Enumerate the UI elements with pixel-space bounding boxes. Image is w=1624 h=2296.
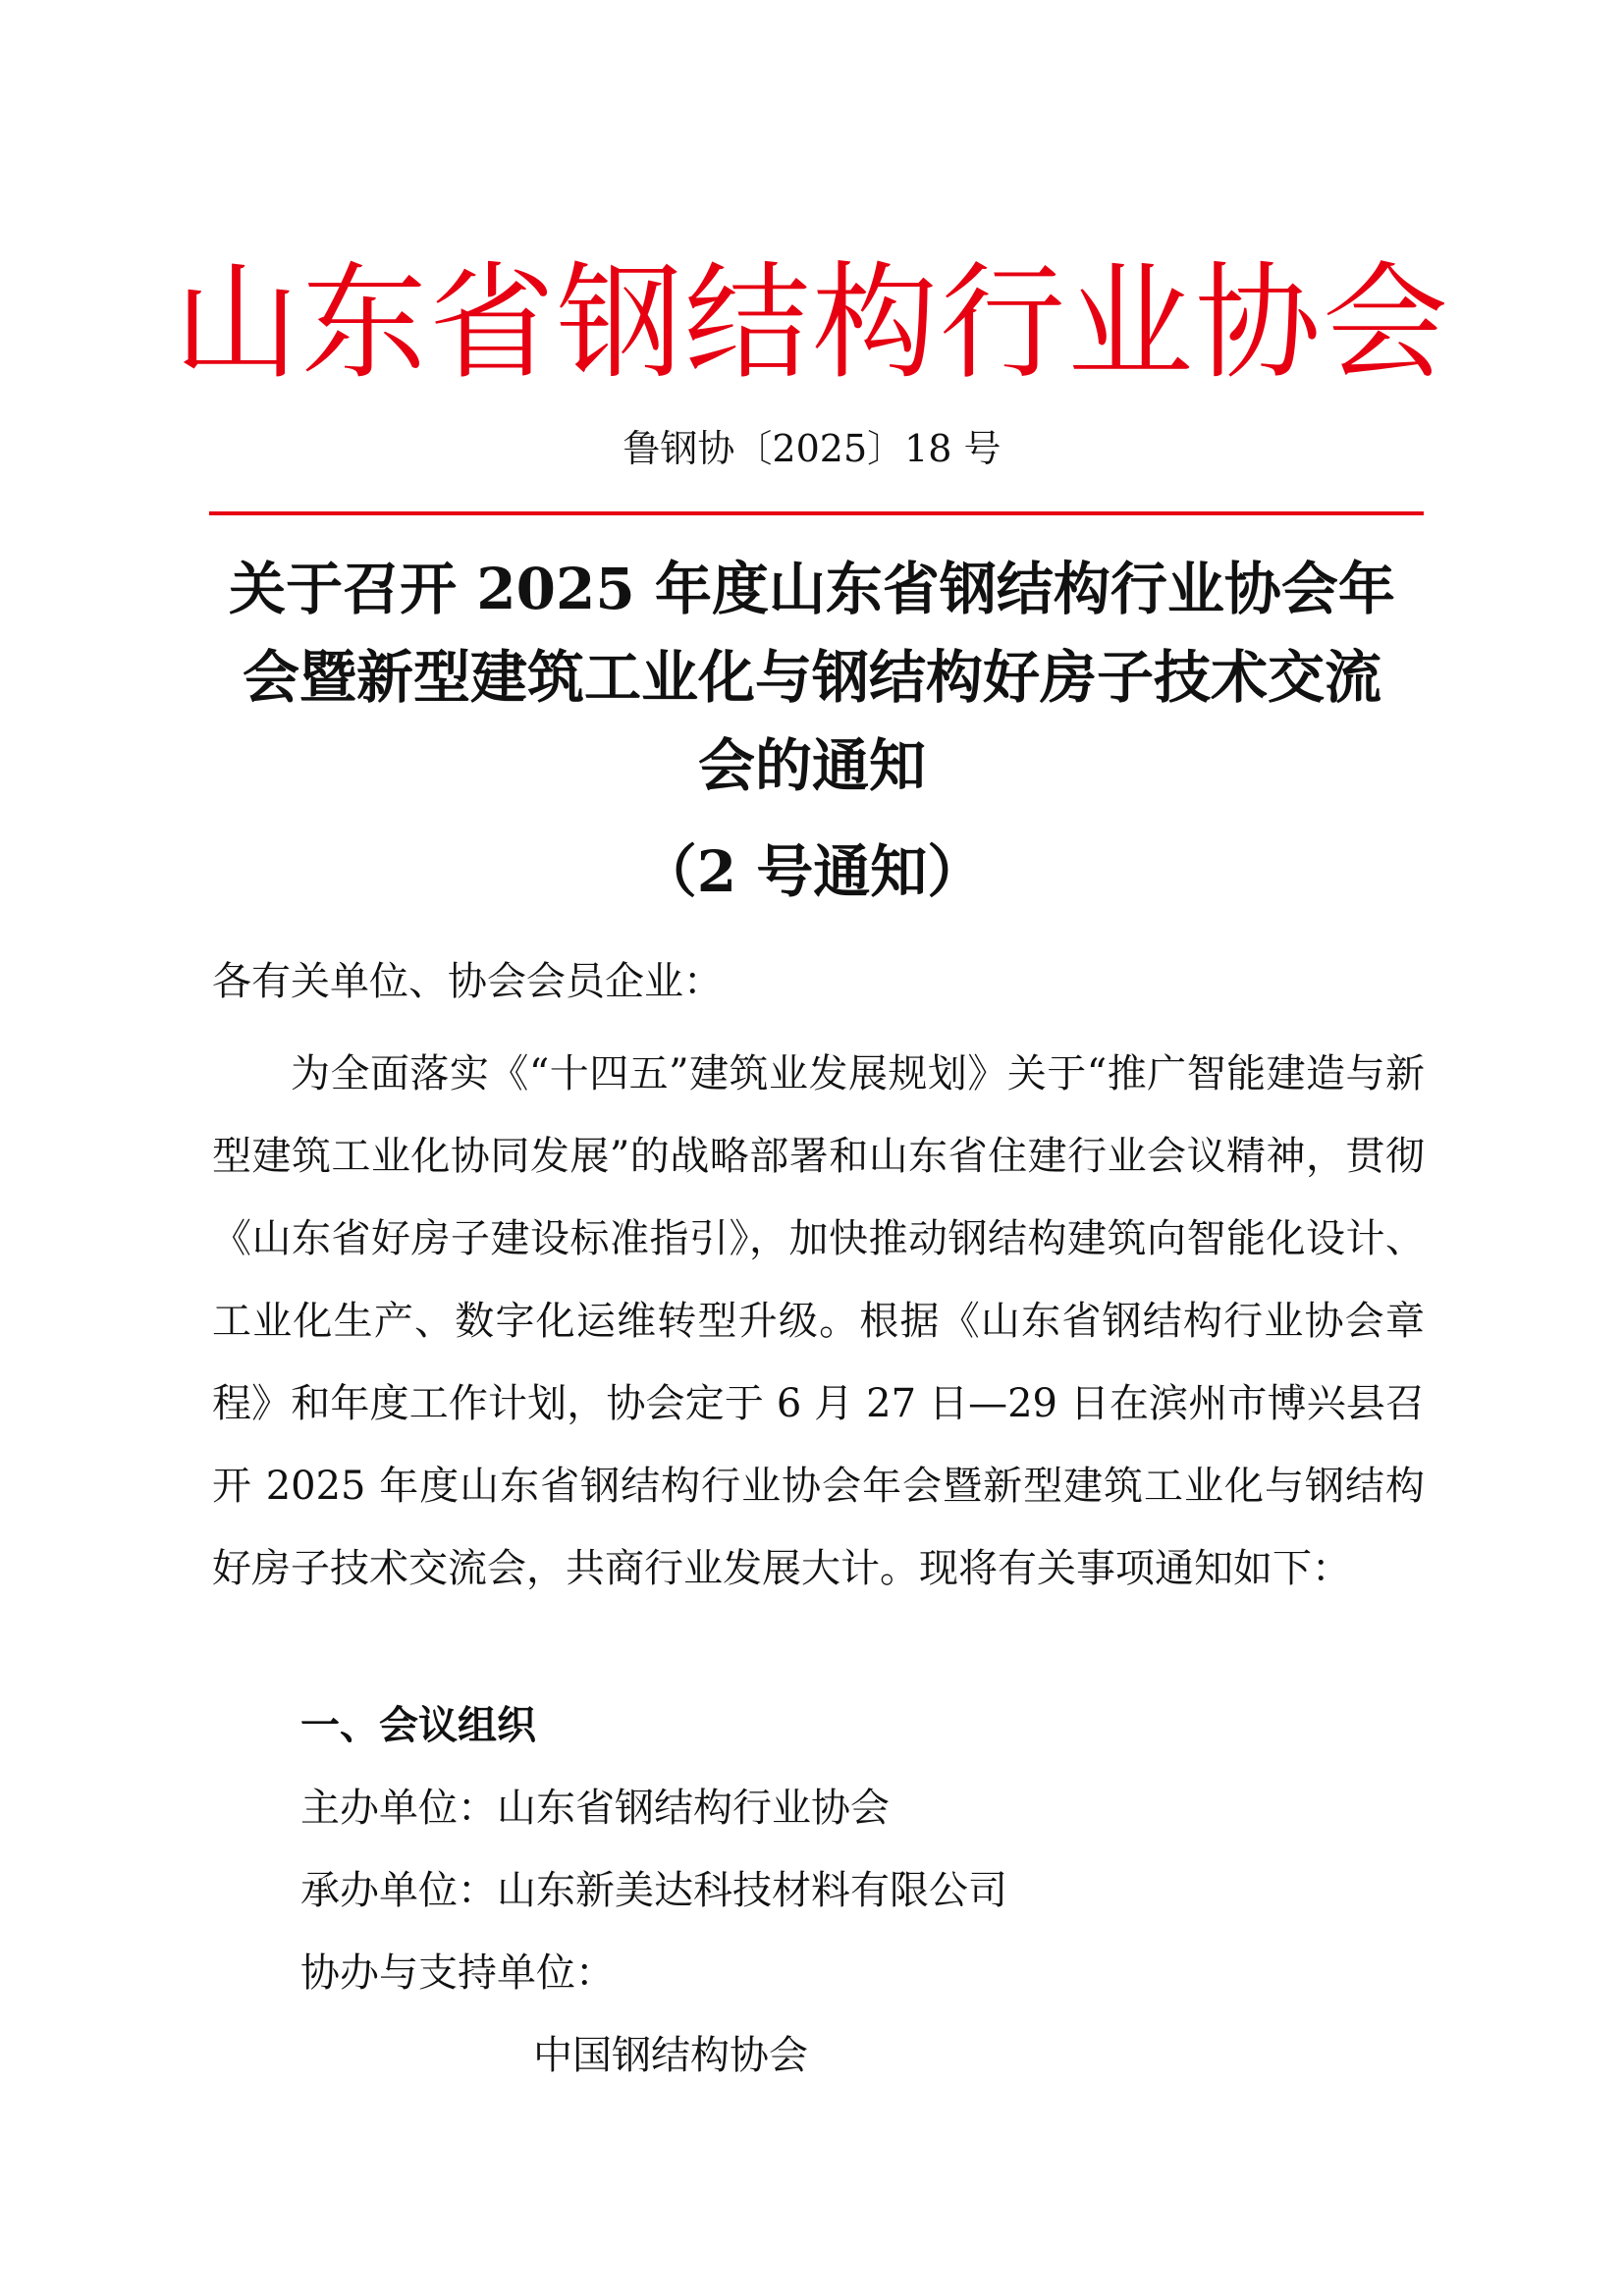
title-line: 会的通知 — [697, 732, 926, 799]
title-line: 会暨新型建筑工业化与钢结构好房子技术交流 — [242, 644, 1381, 711]
organizer-unit-label: 承办单位： — [300, 1868, 497, 1913]
document-number: 鲁钢协〔2025〕18 号 — [623, 427, 1001, 470]
host-unit-row — [300, 1767, 890, 1849]
support-unit-label: 协办与支持单位： — [300, 1950, 615, 1996]
support-unit-item: 中国钢结构协会 — [533, 2033, 808, 2078]
intro-paragraph: 为全面落实《“十四五”建筑业发展规划》关于“推广智能建造与新型建筑工业化协同发展”的战略部署和山东省住建行业会议精神，贯彻《山东省好房子建设标准指引》，加快推动钢结构建筑向智能化设计、工业化生产、数字化运维转型升级。根据《山东省钢结构行业协会章程》和年度工作计划，协会定于 6 月 27 日—29 日在滨州市博兴县召开 2025 年度山东省钢结构行业协会年会暨新型建筑工业化与钢结构好房子技术交流会，共商行业发展大计。现将有关事项通知如下： — [212, 1051, 1425, 1591]
host-unit-label: 主办单位： — [300, 1786, 497, 1831]
support-unit-row — [300, 1932, 615, 2014]
notice-title — [167, 545, 1457, 810]
organizer-unit-row — [300, 1849, 1007, 1932]
red-divider-line — [209, 511, 1424, 515]
notice-subtitle: （2 号通知） — [639, 838, 985, 905]
title-line: 关于召开 2025 年度山东省钢结构行业协会年 — [229, 556, 1395, 622]
org-name-header: 山东省钢结构行业协会 — [173, 250, 1450, 397]
organizer-unit-value: 山东新美达科技材料有限公司 — [497, 1868, 1007, 1913]
section-heading-meeting-organization: 一、会议组织 — [300, 1703, 536, 1748]
salutation: 各有关单位、协会会员企业： — [212, 959, 723, 1004]
host-unit-value: 山东省钢结构行业协会 — [497, 1786, 890, 1831]
